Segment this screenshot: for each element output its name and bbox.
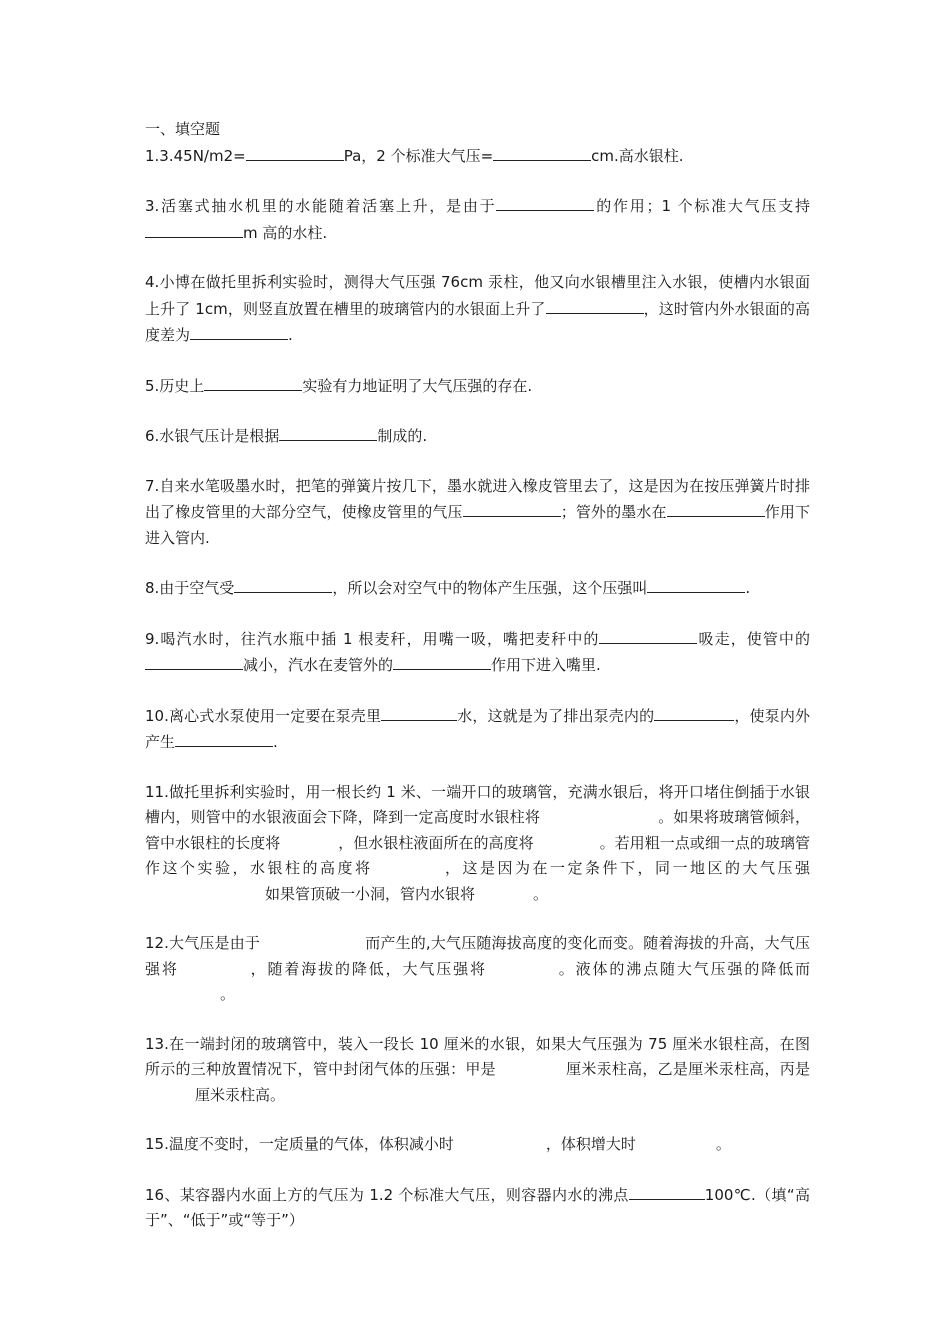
question-16: 16、某容器内水面上方的气压为 1.2 个标准大气压，则容器内水的沸点 100℃.（填“高于”、“低于”或“等于”） <box>145 1182 810 1234</box>
answer-blank[interactable] <box>381 703 457 721</box>
answer-blank[interactable] <box>546 296 644 314</box>
question-10: 10.离心式水泵使用一定要在泵壳里 水，这就是为了排出泵壳内的 ，使泵内外产生 . <box>145 703 810 756</box>
question-5: 5.历史上 实验有力地证明了大气压强的存在. <box>145 373 810 400</box>
answer-blank[interactable] <box>175 729 273 747</box>
question-3: 3.活塞式抽水机里的水能随着活塞上升，是由于 的作用；1 个标准大气压支持m 高的水柱. <box>145 193 810 246</box>
answer-blank[interactable] <box>234 575 332 593</box>
answer-blank[interactable] <box>246 143 344 161</box>
answer-blank[interactable] <box>279 423 377 441</box>
answer-blank[interactable] <box>667 499 765 517</box>
answer-blank[interactable] <box>145 652 243 670</box>
question-8: 8.由于空气受 ，所以会对空气中的物体产生压强，这个压强叫 . <box>145 575 810 602</box>
answer-blank[interactable] <box>654 703 734 721</box>
answer-blank[interactable] <box>145 220 243 238</box>
question-7: 7.自来水笔吸墨水时，把笔的弹簧片按几下，墨水就进入橡皮管里去了，这是因为在按压弹簧片时排出了橡皮管里的大部分空气，使橡皮管里的气压 ；管外的墨水在 作用下进入管内. <box>145 476 810 547</box>
question-13: 13.在一端封闭的玻璃管中，装入一段长 10 厘米的水银，如果大气压强为 75 厘米水银柱高，在图所示的三种放置情况下，管中封闭气体的压强：甲是 厘米汞柱高，乙是厘米汞柱高，丙是厘米汞柱高。 <box>145 1034 810 1104</box>
answer-blank[interactable] <box>204 373 302 391</box>
answer-blank[interactable] <box>599 626 697 644</box>
exercise-sheet <box>145 117 810 1258</box>
question-1: 1.3.45N/m2= Pa，2 个标准大气压= cm.高水银柱. <box>145 143 810 170</box>
answer-blank[interactable] <box>496 193 594 211</box>
section-title: 一、填空题 <box>145 120 221 138</box>
answer-blank[interactable] <box>647 575 745 593</box>
answer-blank[interactable] <box>190 322 288 340</box>
question-6: 6.水银气压计是根据 制成的. <box>145 423 810 450</box>
question-9: 9.喝汽水时，往汽水瓶中插 1 根麦秆，用嘴一吸，嘴把麦秆中的 吸走，使管中的减小，汽水在麦管外的 作用下进入嘴里. <box>145 626 810 679</box>
question-12: 12.大气压是由于 而产生的,大气压随海拔高度的变化而变。随着海拔的升高，大气压强将 ，随着海拔的降低，大气压强将 。液体的沸点随大气压强的降低而。 <box>145 934 810 1003</box>
answer-blank[interactable] <box>493 143 591 161</box>
answer-blank[interactable] <box>393 652 491 670</box>
answer-blank[interactable] <box>463 499 561 517</box>
question-15: 15.温度不变时，一定质量的气体，体积减小时 ，体积增大时 。 <box>145 1135 731 1153</box>
answer-blank[interactable] <box>629 1182 705 1200</box>
question-11: 11.做托里拆利实验时，用一根长约 1 米、一端开口的玻璃管，充满水银后，将开口堵住倒插于水银槽内，则管中的水银液面会下降，降到一定高度时水银柱将 。如果将玻璃管倾斜，管中水银柱的长度将 ，但水银柱液面所在的高度将 。若用粗一点或细一点的玻璃管作这个实验，水银柱的高度将 ，这是因为在一定条件下，同一地区的大气压强如果管顶破一小洞，管内水银将 。 <box>145 782 810 903</box>
question-4: 4.小博在做托里拆利实验时，测得大气压强 76cm 汞柱，他又向水银槽里注入水银，使槽内水银面上升了 1cm，则竖直放置在槽里的玻璃管内的水银面上升了 ，这时管内外水银面的高度差为 . <box>145 273 810 344</box>
